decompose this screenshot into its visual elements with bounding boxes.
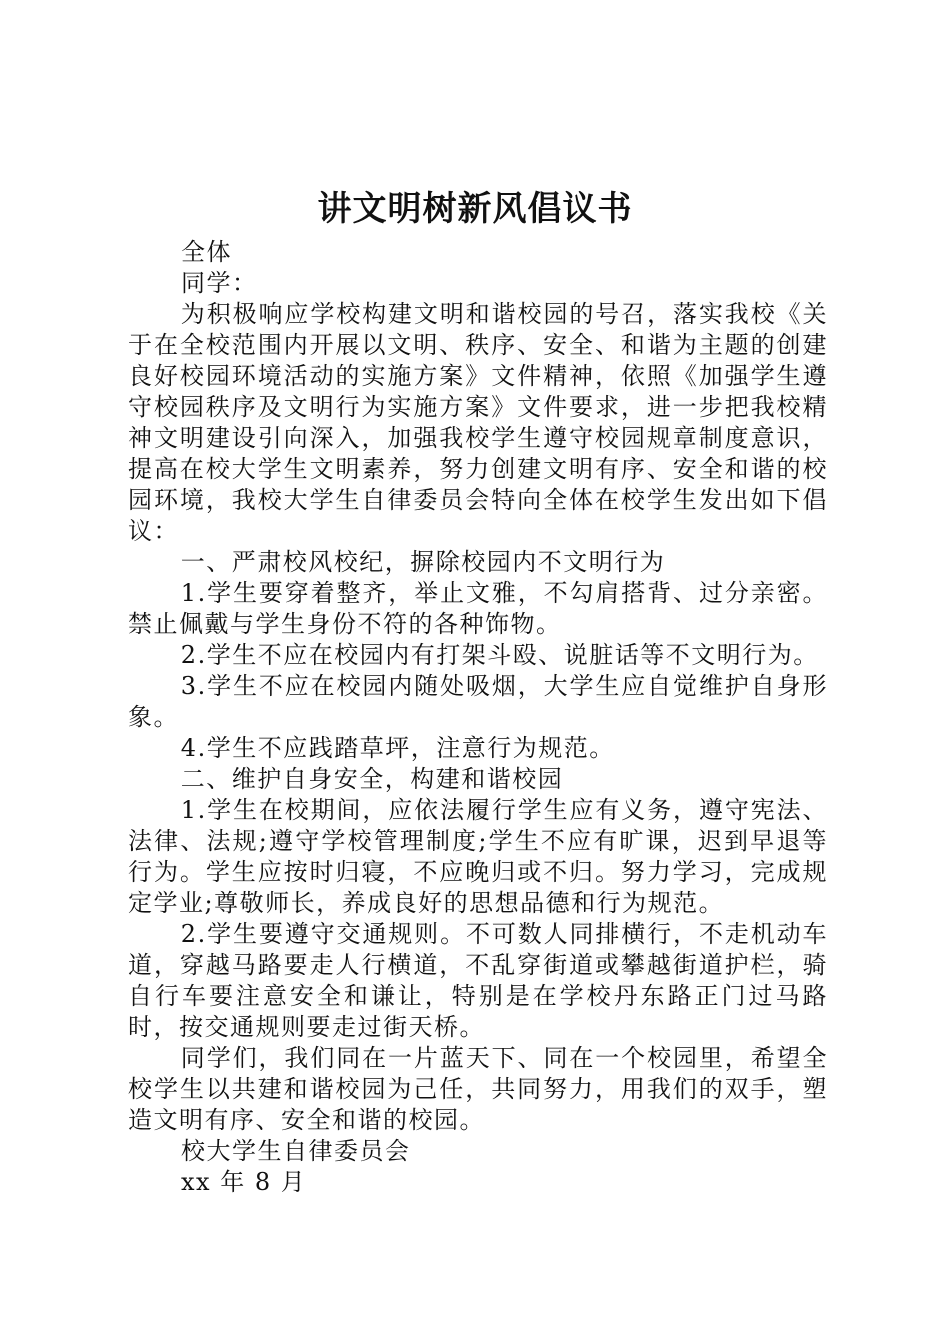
document-title: 讲文明树新风倡议书: [317, 189, 633, 229]
intro-paragraph: 为积极响应学校构建文明和谐校园的号召，落实我校《关于在全校范围内开展以文明、秩序、安全、和谐为主题的创建良好校园环境活动的实施方案》文件精神，依照《加强学生遵守校园秩序及文明行为实施方案》文件要求，进一步把我校精神文明建设引向深入，加强我校学生遵守校园规章制度意识，提高在校大学生文明素养，努力创建文明有序、安全和谐的校园环境，我校大学生自律委员会特向全体在校学生发出如下倡议：: [128, 300, 828, 545]
signature: 校大学生自律委员会: [181, 1137, 411, 1165]
date: xx 年 8 月: [181, 1168, 307, 1196]
section-1-item-4: 4.学生不应践踏草坪，注意行为规范。: [180, 734, 615, 762]
section-2-item-1: 1.学生在校期间，应依法履行学生应有义务，遵守宪法、法律、法规;遵守学校管理制度;学生不应有旷课，迟到早退等行为。学生应按时归寝，不应晚归或不归。努力学习，完成规定学业;尊敬师长，养成良好的思想品德和行为规范。: [128, 796, 828, 917]
salutation-line-2: 同学：: [181, 269, 258, 297]
section-1-item-1: 1.学生要穿着整齐，举止文雅，不勾肩搭背、过分亲密。禁止佩戴与学生身份不符的各种饰物。: [128, 579, 828, 638]
section-heading-1: 一、严肃校风校纪，摒除校园内不文明行为: [180, 548, 666, 576]
section-1-item-3: 3.学生不应在校园内随处吸烟，大学生应自觉维护自身形象。: [128, 672, 828, 731]
closing-paragraph: 同学们，我们同在一片蓝天下、同在一个校园里，希望全校学生以共建和谐校园为己任，共同努力，用我们的双手，塑造文明有序、安全和谐的校园。: [128, 1044, 828, 1134]
section-2-item-2: 2.学生要遵守交通规则。不可数人同排横行，不走机动车道，穿越马路要走人行横道，不乱穿街道或攀越街道护栏，骑自行车要注意安全和谦让，特别是在学校丹东路正门过马路时，按交通规则要走过街天桥。: [128, 920, 828, 1041]
salutation-line-1: 全体: [181, 238, 232, 266]
section-1-item-2: 2.学生不应在校园内有打架斗殴、说脏话等不文明行为。: [180, 641, 819, 669]
section-heading-2: 二、维护自身安全，构建和谐校园: [180, 765, 564, 793]
document-body: [128, 237, 828, 1198]
